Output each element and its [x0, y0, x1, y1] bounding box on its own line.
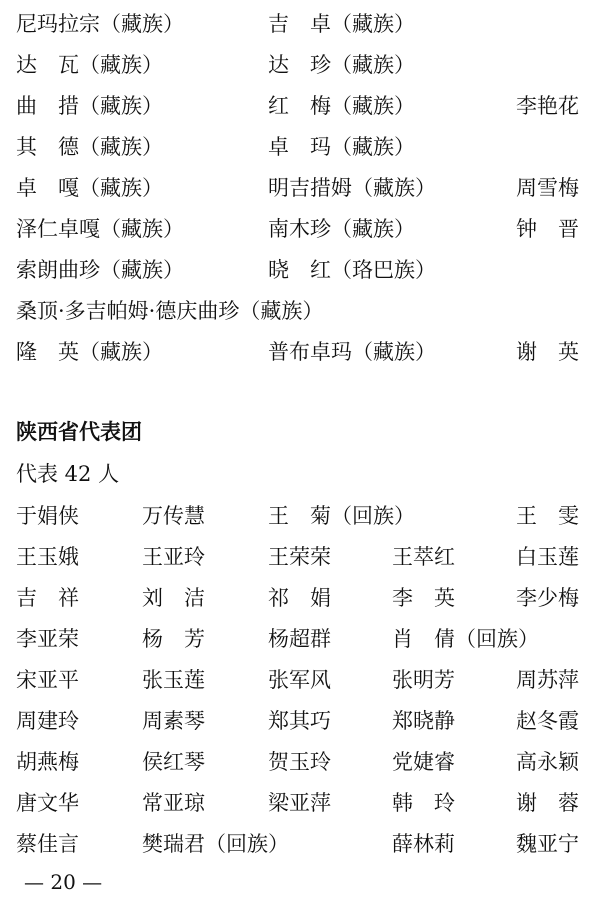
delegate-name: 郑其巧 [268, 709, 331, 733]
delegate-name: 王玉娥 [16, 545, 79, 569]
delegate-name: 明吉措姆（藏族） [268, 176, 436, 200]
delegate-name: 祁 娟 [268, 586, 331, 610]
delegate-name: 万传慧 [142, 504, 205, 528]
delegate-name: 王荣荣 [268, 545, 331, 569]
delegate-name: 卓 嘎（藏族） [16, 176, 163, 200]
delegate-name: 肖 倩（回族） [392, 627, 539, 651]
delegate-name: 泽仁卓嘎（藏族） [16, 217, 184, 241]
delegate-name: 李亚荣 [16, 627, 79, 651]
list-row [0, 209, 600, 249]
list-row [0, 824, 600, 864]
delegate-name: 侯红琴 [142, 750, 205, 774]
delegate-name: 刘 洁 [142, 586, 205, 610]
delegate-name: 张军风 [268, 668, 331, 692]
delegate-name: 张明芳 [392, 668, 455, 692]
delegate-name: 郑晓静 [392, 709, 455, 733]
delegate-name: 卓 玛（藏族） [268, 135, 415, 159]
delegate-name: 王亚玲 [142, 545, 205, 569]
delegate-count: 代表 42 人 [16, 462, 120, 486]
delegate-name: 吉 卓（藏族） [268, 12, 415, 36]
delegate-name: 王 雯 [516, 504, 579, 528]
delegate-name: 周雪梅 [516, 176, 579, 200]
delegate-name: 胡燕梅 [16, 750, 79, 774]
delegate-name: 韩 玲 [392, 791, 455, 815]
delegate-name: 王萃红 [392, 545, 455, 569]
section-title: 陕西省代表团 [16, 420, 142, 444]
delegate-name: 其 德（藏族） [16, 135, 163, 159]
list-row [0, 578, 600, 618]
delegate-name: 王 菊（回族） [268, 504, 415, 528]
delegate-name: 常亚琼 [142, 791, 205, 815]
delegate-name: 尼玛拉宗（藏族） [16, 12, 184, 36]
list-row [0, 537, 600, 577]
delegate-name: 隆 英（藏族） [16, 340, 163, 364]
list-row [0, 45, 600, 85]
list-row [0, 86, 600, 126]
delegate-name: 高永颖 [516, 750, 579, 774]
list-row [0, 619, 600, 659]
delegate-name: 谢 英 [516, 340, 579, 364]
page-number: — 20 — [24, 870, 103, 894]
delegate-name: 谢 蓉 [516, 791, 579, 815]
delegate-name: 周素琴 [142, 709, 205, 733]
delegate-name: 杨超群 [268, 627, 331, 651]
list-row [0, 4, 600, 44]
delegate-name: 南木珍（藏族） [268, 217, 415, 241]
list-row [0, 496, 600, 536]
delegate-name: 唐文华 [16, 791, 79, 815]
delegate-name: 宋亚平 [16, 668, 79, 692]
list-row [0, 332, 600, 372]
delegate-name: 达 珍（藏族） [268, 53, 415, 77]
delegate-name: 梁亚萍 [268, 791, 331, 815]
delegate-name: 蔡佳言 [16, 832, 79, 856]
list-row [0, 660, 600, 700]
delegate-name: 于娟侠 [16, 504, 79, 528]
list-row [0, 168, 600, 208]
list-row [0, 291, 600, 331]
delegate-name: 曲 措（藏族） [16, 94, 163, 118]
delegate-name: 吉 祥 [16, 586, 79, 610]
delegate-name: 杨 芳 [142, 627, 205, 651]
delegate-name: 白玉莲 [516, 545, 579, 569]
list-row [0, 250, 600, 290]
delegate-name: 索朗曲珍（藏族） [16, 258, 184, 282]
delegate-name: 张玉莲 [142, 668, 205, 692]
delegate-name: 樊瑞君（回族） [142, 832, 289, 856]
list-row [0, 742, 600, 782]
delegate-name: 党婕睿 [392, 750, 455, 774]
delegate-name: 达 瓦（藏族） [16, 53, 163, 77]
delegate-name: 周建玲 [16, 709, 79, 733]
delegate-name: 李艳花 [516, 94, 579, 118]
delegate-name: 桑顶·多吉帕姆·德庆曲珍（藏族） [16, 299, 324, 323]
delegate-name: 普布卓玛（藏族） [268, 340, 436, 364]
delegate-name: 贺玉玲 [268, 750, 331, 774]
delegate-name: 薛林莉 [392, 832, 455, 856]
delegate-name: 周苏萍 [516, 668, 579, 692]
delegate-name: 钟 晋 [516, 217, 579, 241]
list-row [0, 127, 600, 167]
delegate-name: 李少梅 [516, 586, 579, 610]
delegate-name: 赵冬霞 [516, 709, 579, 733]
delegate-name: 晓 红（珞巴族） [268, 258, 436, 282]
delegate-name: 魏亚宁 [516, 832, 579, 856]
delegate-name: 红 梅（藏族） [268, 94, 415, 118]
list-row [0, 783, 600, 823]
delegate-name: 李 英 [392, 586, 455, 610]
list-row [0, 701, 600, 741]
